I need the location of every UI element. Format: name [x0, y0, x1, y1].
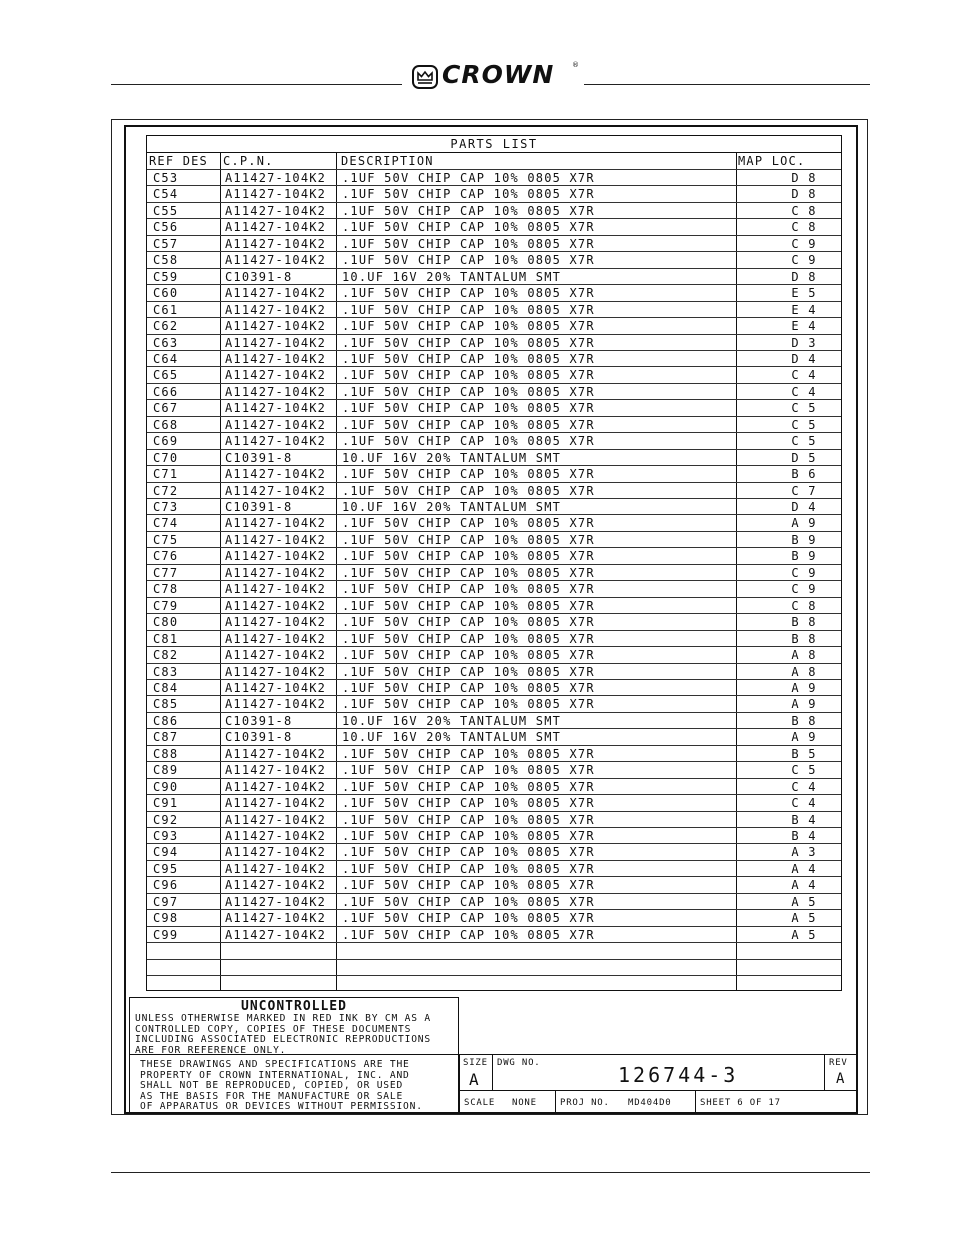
table-row [147, 432, 841, 449]
table-row [147, 909, 841, 926]
description-cell: 10.UF 16V 20% TANTALUM SMT [342, 269, 562, 284]
cpn-cell: C10391-8 [225, 713, 293, 728]
map-loc-cell: C 9 [791, 236, 817, 251]
table-row [147, 778, 841, 795]
map-loc-cell: C 5 [791, 401, 817, 416]
map-loc-cell: A 4 [791, 878, 817, 893]
table-row [147, 926, 841, 943]
dwg-no-label: DWG NO. [497, 1058, 541, 1068]
cpn-cell: A11427-104K2 [225, 845, 327, 860]
table-row [147, 169, 841, 186]
cpn-cell: A11427-104K2 [225, 187, 327, 202]
rev-value: A [836, 1071, 845, 1087]
header-rule-left [111, 84, 402, 85]
ref-des-cell: C96 [153, 878, 179, 893]
table-row [147, 317, 841, 334]
ref-des-cell: C78 [153, 582, 179, 597]
map-loc-cell: A 9 [791, 730, 817, 745]
ref-des-cell: C69 [153, 434, 179, 449]
cpn-cell: A11427-104K2 [225, 401, 327, 416]
property-line: PROPERTY OF CROWN INTERNATIONAL, INC. AND [140, 1069, 410, 1081]
table-row [147, 284, 841, 301]
table-row [147, 695, 841, 712]
property-notice [129, 1054, 459, 1114]
cpn-cell: A11427-104K2 [225, 746, 327, 761]
cpn-cell: A11427-104K2 [225, 829, 327, 843]
cpn-cell: A11427-104K2 [225, 565, 327, 580]
description-cell: .1UF 50V CHIP CAP 10% 0805 X7R [342, 845, 595, 860]
table-row [147, 876, 841, 893]
map-loc-cell: E 4 [791, 319, 817, 334]
description-cell: .1UF 50V CHIP CAP 10% 0805 X7R [342, 812, 595, 827]
table-row [147, 564, 841, 581]
cpn-cell: A11427-104K2 [225, 878, 327, 893]
map-loc-cell: B 9 [791, 549, 817, 564]
scale-value: NONE [512, 1098, 537, 1108]
cpn-cell: A11427-104K2 [225, 615, 327, 630]
scale-label: SCALE [464, 1098, 496, 1108]
ref-des-cell: C82 [153, 648, 179, 663]
description-cell: .1UF 50V CHIP CAP 10% 0805 X7R [342, 302, 595, 317]
table-row [147, 959, 841, 976]
map-loc-cell: B 4 [791, 829, 817, 843]
table-row [147, 218, 841, 235]
map-loc-cell: D 8 [791, 269, 817, 284]
description-cell: 10.UF 16V 20% TANTALUM SMT [342, 500, 562, 514]
cpn-cell: A11427-104K2 [225, 861, 327, 876]
cpn-cell: A11427-104K2 [225, 680, 327, 695]
map-loc-cell: A 4 [791, 861, 817, 876]
ref-des-cell: C54 [153, 187, 179, 202]
cpn-cell: A11427-104K2 [225, 286, 327, 301]
cpn-cell: C10391-8 [225, 500, 293, 514]
table-row [147, 893, 841, 910]
map-loc-cell: E 4 [791, 302, 817, 317]
cpn-cell: A11427-104K2 [225, 417, 327, 432]
table-row [147, 761, 841, 778]
description-cell: 10.UF 16V 20% TANTALUM SMT [342, 713, 562, 728]
map-loc-cell: D 8 [791, 187, 817, 202]
description-cell: .1UF 50V CHIP CAP 10% 0805 X7R [342, 253, 595, 268]
map-loc-cell: D 4 [791, 500, 817, 514]
table-row [147, 202, 841, 219]
cpn-cell: A11427-104K2 [225, 631, 327, 646]
property-line: SHALL NOT BE REPRODUCED, COPIED, OR USED [140, 1080, 404, 1092]
uncontrolled-line: UNLESS OTHERWISE MARKED IN RED INK BY CM AS A [135, 1013, 431, 1024]
description-cell: .1UF 50V CHIP CAP 10% 0805 X7R [342, 483, 595, 498]
description-cell: .1UF 50V CHIP CAP 10% 0805 X7R [342, 746, 595, 761]
map-loc-cell: C 4 [791, 368, 817, 383]
description-cell: .1UF 50V CHIP CAP 10% 0805 X7R [342, 631, 595, 646]
description-cell: .1UF 50V CHIP CAP 10% 0805 X7R [342, 286, 595, 301]
table-row [147, 301, 841, 318]
table-row [147, 827, 841, 844]
map-loc-cell: C 5 [791, 763, 817, 778]
cpn-cell: A11427-104K2 [225, 697, 327, 712]
ref-des-cell: C65 [153, 368, 179, 383]
map-loc-cell: B 8 [791, 615, 817, 630]
column-header-ref-des: REF DES [149, 154, 208, 168]
cpn-cell: A11427-104K2 [225, 220, 327, 235]
column-header-description: DESCRIPTION [341, 154, 434, 168]
ref-des-cell: C77 [153, 565, 179, 580]
ref-des-cell: C83 [153, 664, 179, 679]
description-cell: .1UF 50V CHIP CAP 10% 0805 X7R [342, 187, 595, 202]
description-cell: .1UF 50V CHIP CAP 10% 0805 X7R [342, 549, 595, 564]
description-cell: .1UF 50V CHIP CAP 10% 0805 X7R [342, 648, 595, 663]
cpn-cell: C10391-8 [225, 730, 293, 745]
table-row [147, 465, 841, 482]
uncontrolled-line: CONTROLLED COPY, COPIES OF THESE DOCUMENTS [135, 1023, 412, 1035]
table-row [147, 613, 841, 630]
cpn-cell: A11427-104K2 [225, 467, 327, 482]
ref-des-cell: C73 [153, 500, 179, 514]
cpn-cell: A11427-104K2 [225, 434, 327, 449]
cpn-cell: A11427-104K2 [225, 384, 327, 399]
description-cell: .1UF 50V CHIP CAP 10% 0805 X7R [342, 664, 595, 679]
description-cell: .1UF 50V CHIP CAP 10% 0805 X7R [342, 368, 595, 383]
cpn-cell: A11427-104K2 [225, 796, 327, 811]
uncontrolled-line: INCLUDING ASSOCIATED ELECTRONIC REPRODUCTIONS [135, 1034, 431, 1046]
cpn-cell: A11427-104K2 [225, 911, 327, 926]
map-loc-cell: B 8 [791, 713, 817, 728]
table-row [147, 251, 841, 268]
cpn-cell: A11427-104K2 [225, 368, 327, 383]
table-row [147, 449, 841, 466]
cpn-cell: A11427-104K2 [225, 319, 327, 334]
table-row [147, 794, 841, 811]
map-loc-cell: C 5 [791, 434, 817, 449]
map-loc-cell: A 3 [791, 845, 817, 860]
cpn-cell: A11427-104K2 [225, 648, 327, 663]
map-loc-cell: B 9 [791, 532, 817, 547]
title-block [459, 1054, 858, 1114]
map-loc-cell: A 5 [791, 911, 817, 926]
description-cell: .1UF 50V CHIP CAP 10% 0805 X7R [342, 878, 595, 893]
map-loc-cell: B 4 [791, 812, 817, 827]
description-cell: .1UF 50V CHIP CAP 10% 0805 X7R [342, 236, 595, 251]
cpn-cell: A11427-104K2 [225, 927, 327, 942]
description-cell: .1UF 50V CHIP CAP 10% 0805 X7R [342, 384, 595, 399]
cpn-cell: A11427-104K2 [225, 483, 327, 498]
title-block-divider [492, 1055, 493, 1090]
cpn-cell: A11427-104K2 [225, 532, 327, 547]
cpn-cell: A11427-104K2 [225, 351, 327, 366]
cpn-cell: A11427-104K2 [225, 894, 327, 909]
cpn-cell: C10391-8 [225, 450, 293, 465]
ref-des-cell: C66 [153, 384, 179, 399]
ref-des-cell: C74 [153, 516, 179, 531]
map-loc-cell: C 7 [791, 483, 817, 498]
map-loc-cell: C 9 [791, 565, 817, 580]
table-row [147, 498, 841, 515]
map-loc-cell: A 8 [791, 648, 817, 663]
registered-mark: ® [572, 61, 579, 69]
description-cell: .1UF 50V CHIP CAP 10% 0805 X7R [342, 680, 595, 695]
cpn-cell: A11427-104K2 [225, 763, 327, 778]
description-cell: .1UF 50V CHIP CAP 10% 0805 X7R [342, 779, 595, 794]
uncontrolled-title: UNCONTROLLED [241, 999, 347, 1014]
ref-des-cell: C55 [153, 203, 179, 218]
property-line: AS THE BASIS FOR THE MANUFACTURE OR SALE [140, 1090, 404, 1102]
title-block-divider [695, 1090, 696, 1113]
map-loc-cell: B 5 [791, 746, 817, 761]
ref-des-cell: C64 [153, 351, 179, 366]
ref-des-cell: C88 [153, 746, 179, 761]
map-loc-cell: C 8 [791, 220, 817, 235]
cpn-cell: A11427-104K2 [225, 582, 327, 597]
table-row [147, 399, 841, 416]
cpn-cell: A11427-104K2 [225, 335, 327, 350]
ref-des-cell: C80 [153, 615, 179, 630]
map-loc-cell: C 8 [791, 598, 817, 613]
table-row [147, 663, 841, 680]
table-row [147, 531, 841, 548]
parts-list-table [146, 135, 842, 991]
ref-des-cell: C53 [153, 171, 179, 185]
ref-des-cell: C93 [153, 829, 179, 843]
ref-des-cell: C94 [153, 845, 179, 860]
description-cell: .1UF 50V CHIP CAP 10% 0805 X7R [342, 796, 595, 811]
cpn-cell: A11427-104K2 [225, 664, 327, 679]
cpn-cell: A11427-104K2 [225, 171, 327, 185]
crown-emblem-icon [412, 65, 438, 89]
property-notice-text [140, 1060, 423, 1113]
table-row [147, 728, 841, 745]
ref-des-cell: C97 [153, 894, 179, 909]
size-value: A [469, 1070, 479, 1089]
table-row [147, 268, 841, 285]
brand-wordmark: CROWN [442, 60, 555, 89]
ref-des-cell: C58 [153, 253, 179, 268]
cpn-cell: A11427-104K2 [225, 598, 327, 613]
cpn-cell: A11427-104K2 [225, 812, 327, 827]
table-row [147, 235, 841, 252]
map-loc-cell: A 9 [791, 516, 817, 531]
map-loc-cell: A 9 [791, 680, 817, 695]
table-row [147, 514, 841, 531]
map-loc-cell: A 8 [791, 664, 817, 679]
map-loc-cell: C 4 [791, 779, 817, 794]
map-loc-cell: C 4 [791, 796, 817, 811]
description-cell: .1UF 50V CHIP CAP 10% 0805 X7R [342, 434, 595, 449]
table-row [147, 547, 841, 564]
description-cell: .1UF 50V CHIP CAP 10% 0805 X7R [342, 829, 595, 843]
property-line: THESE DRAWINGS AND SPECIFICATIONS ARE THE [140, 1059, 410, 1070]
table-row [147, 745, 841, 762]
table-row [147, 679, 841, 696]
map-loc-cell: A 5 [791, 894, 817, 909]
description-cell: .1UF 50V CHIP CAP 10% 0805 X7R [342, 861, 595, 876]
table-row [147, 843, 841, 860]
table-row [147, 975, 841, 992]
table-row [147, 366, 841, 383]
map-loc-cell: C 9 [791, 253, 817, 268]
ref-des-cell: C61 [153, 302, 179, 317]
column-header-map-loc: MAP LOC. [738, 154, 806, 168]
description-cell: .1UF 50V CHIP CAP 10% 0805 X7R [342, 171, 595, 185]
column-header-cpn: C.P.N. [223, 154, 274, 168]
ref-des-cell: C90 [153, 779, 179, 794]
description-cell: .1UF 50V CHIP CAP 10% 0805 X7R [342, 516, 595, 531]
uncontrolled-notice [129, 997, 459, 1054]
cpn-cell: A11427-104K2 [225, 516, 327, 531]
ref-des-cell: C60 [153, 286, 179, 301]
ref-des-cell: C85 [153, 697, 179, 712]
crown-logo [412, 60, 580, 91]
cpn-cell: A11427-104K2 [225, 779, 327, 794]
description-cell: .1UF 50V CHIP CAP 10% 0805 X7R [342, 927, 595, 942]
description-cell: .1UF 50V CHIP CAP 10% 0805 X7R [342, 894, 595, 909]
map-loc-cell: D 8 [791, 171, 817, 185]
map-loc-cell: C 5 [791, 417, 817, 432]
description-cell: .1UF 50V CHIP CAP 10% 0805 X7R [342, 203, 595, 218]
rev-label: REV [829, 1058, 848, 1068]
ref-des-cell: C57 [153, 236, 179, 251]
ref-des-cell: C81 [153, 631, 179, 646]
map-loc-cell: B 8 [791, 631, 817, 646]
proj-no-value: MD404D0 [628, 1098, 672, 1108]
ref-des-cell: C70 [153, 450, 179, 465]
cpn-cell: A11427-104K2 [225, 253, 327, 268]
map-loc-cell: B 6 [791, 467, 817, 482]
table-row [147, 185, 841, 202]
table-row [147, 860, 841, 877]
map-loc-cell: D 4 [791, 351, 817, 366]
uncontrolled-text [135, 1014, 431, 1056]
ref-des-cell: C75 [153, 532, 179, 547]
cpn-cell: A11427-104K2 [225, 302, 327, 317]
table-row [147, 334, 841, 351]
map-loc-cell: C 8 [791, 203, 817, 218]
ref-des-cell: C67 [153, 401, 179, 416]
sheet-number: SHEET 6 OF 17 [700, 1098, 781, 1108]
title-block-divider [460, 1090, 857, 1091]
map-loc-cell: C 9 [791, 582, 817, 597]
description-cell: .1UF 50V CHIP CAP 10% 0805 X7R [342, 319, 595, 334]
description-cell: .1UF 50V CHIP CAP 10% 0805 X7R [342, 532, 595, 547]
cpn-cell: A11427-104K2 [225, 549, 327, 564]
ref-des-cell: C76 [153, 549, 179, 564]
description-cell: .1UF 50V CHIP CAP 10% 0805 X7R [342, 565, 595, 580]
ref-des-cell: C92 [153, 812, 179, 827]
map-loc-cell: C 4 [791, 384, 817, 399]
description-cell: 10.UF 16V 20% TANTALUM SMT [342, 450, 562, 465]
description-cell: .1UF 50V CHIP CAP 10% 0805 X7R [342, 763, 595, 778]
description-cell: .1UF 50V CHIP CAP 10% 0805 X7R [342, 467, 595, 482]
table-row [147, 597, 841, 614]
map-loc-cell: A 5 [791, 927, 817, 942]
title-block-divider [555, 1090, 556, 1113]
ref-des-cell: C99 [153, 927, 179, 942]
ref-des-cell: C62 [153, 319, 179, 334]
parts-list-title: PARTS LIST [147, 136, 841, 153]
description-cell: .1UF 50V CHIP CAP 10% 0805 X7R [342, 615, 595, 630]
ref-des-cell: C79 [153, 598, 179, 613]
ref-des-cell: C95 [153, 861, 179, 876]
table-row [147, 416, 841, 433]
description-cell: .1UF 50V CHIP CAP 10% 0805 X7R [342, 697, 595, 712]
table-row [147, 580, 841, 597]
ref-des-cell: C91 [153, 796, 179, 811]
proj-no-label: PROJ NO. [560, 1098, 610, 1108]
header-rule-right [584, 84, 870, 85]
ref-des-cell: C84 [153, 680, 179, 695]
cpn-cell: A11427-104K2 [225, 203, 327, 218]
description-cell: .1UF 50V CHIP CAP 10% 0805 X7R [342, 582, 595, 597]
ref-des-cell: C98 [153, 911, 179, 926]
size-label: SIZE [463, 1058, 488, 1068]
table-row [147, 712, 841, 729]
map-loc-cell: A 9 [791, 697, 817, 712]
cpn-cell: C10391-8 [225, 269, 293, 284]
ref-des-cell: C72 [153, 483, 179, 498]
map-loc-cell: D 3 [791, 335, 817, 350]
table-row [147, 942, 841, 959]
table-row [147, 630, 841, 647]
description-cell: .1UF 50V CHIP CAP 10% 0805 X7R [342, 911, 595, 926]
ref-des-cell: C87 [153, 730, 179, 745]
title-block-divider [824, 1055, 825, 1090]
cpn-cell: A11427-104K2 [225, 236, 327, 251]
description-cell: .1UF 50V CHIP CAP 10% 0805 X7R [342, 417, 595, 432]
property-line: OF APPARATUS OR DEVICES WITHOUT PERMISSION. [140, 1101, 423, 1113]
map-loc-cell: D 5 [791, 450, 817, 465]
table-row [147, 646, 841, 663]
ref-des-cell: C56 [153, 220, 179, 235]
table-row [147, 811, 841, 828]
ref-des-cell: C71 [153, 467, 179, 482]
description-cell: .1UF 50V CHIP CAP 10% 0805 X7R [342, 220, 595, 235]
description-cell: .1UF 50V CHIP CAP 10% 0805 X7R [342, 335, 595, 350]
table-row [147, 482, 841, 499]
ref-des-cell: C68 [153, 417, 179, 432]
description-cell: 10.UF 16V 20% TANTALUM SMT [342, 730, 562, 745]
map-loc-cell: E 5 [791, 286, 817, 301]
uncontrolled-line: ARE FOR REFERENCE ONLY. [135, 1044, 287, 1056]
ref-des-cell: C63 [153, 335, 179, 350]
ref-des-cell: C59 [153, 269, 179, 284]
ref-des-cell: C89 [153, 763, 179, 778]
table-row [147, 350, 841, 367]
footer-rule [111, 1172, 870, 1173]
dwg-no-value: 126744-3 [618, 1063, 739, 1087]
ref-des-cell: C86 [153, 713, 179, 728]
description-cell: .1UF 50V CHIP CAP 10% 0805 X7R [342, 401, 595, 416]
description-cell: .1UF 50V CHIP CAP 10% 0805 X7R [342, 351, 595, 366]
table-row [147, 383, 841, 400]
description-cell: .1UF 50V CHIP CAP 10% 0805 X7R [342, 598, 595, 613]
